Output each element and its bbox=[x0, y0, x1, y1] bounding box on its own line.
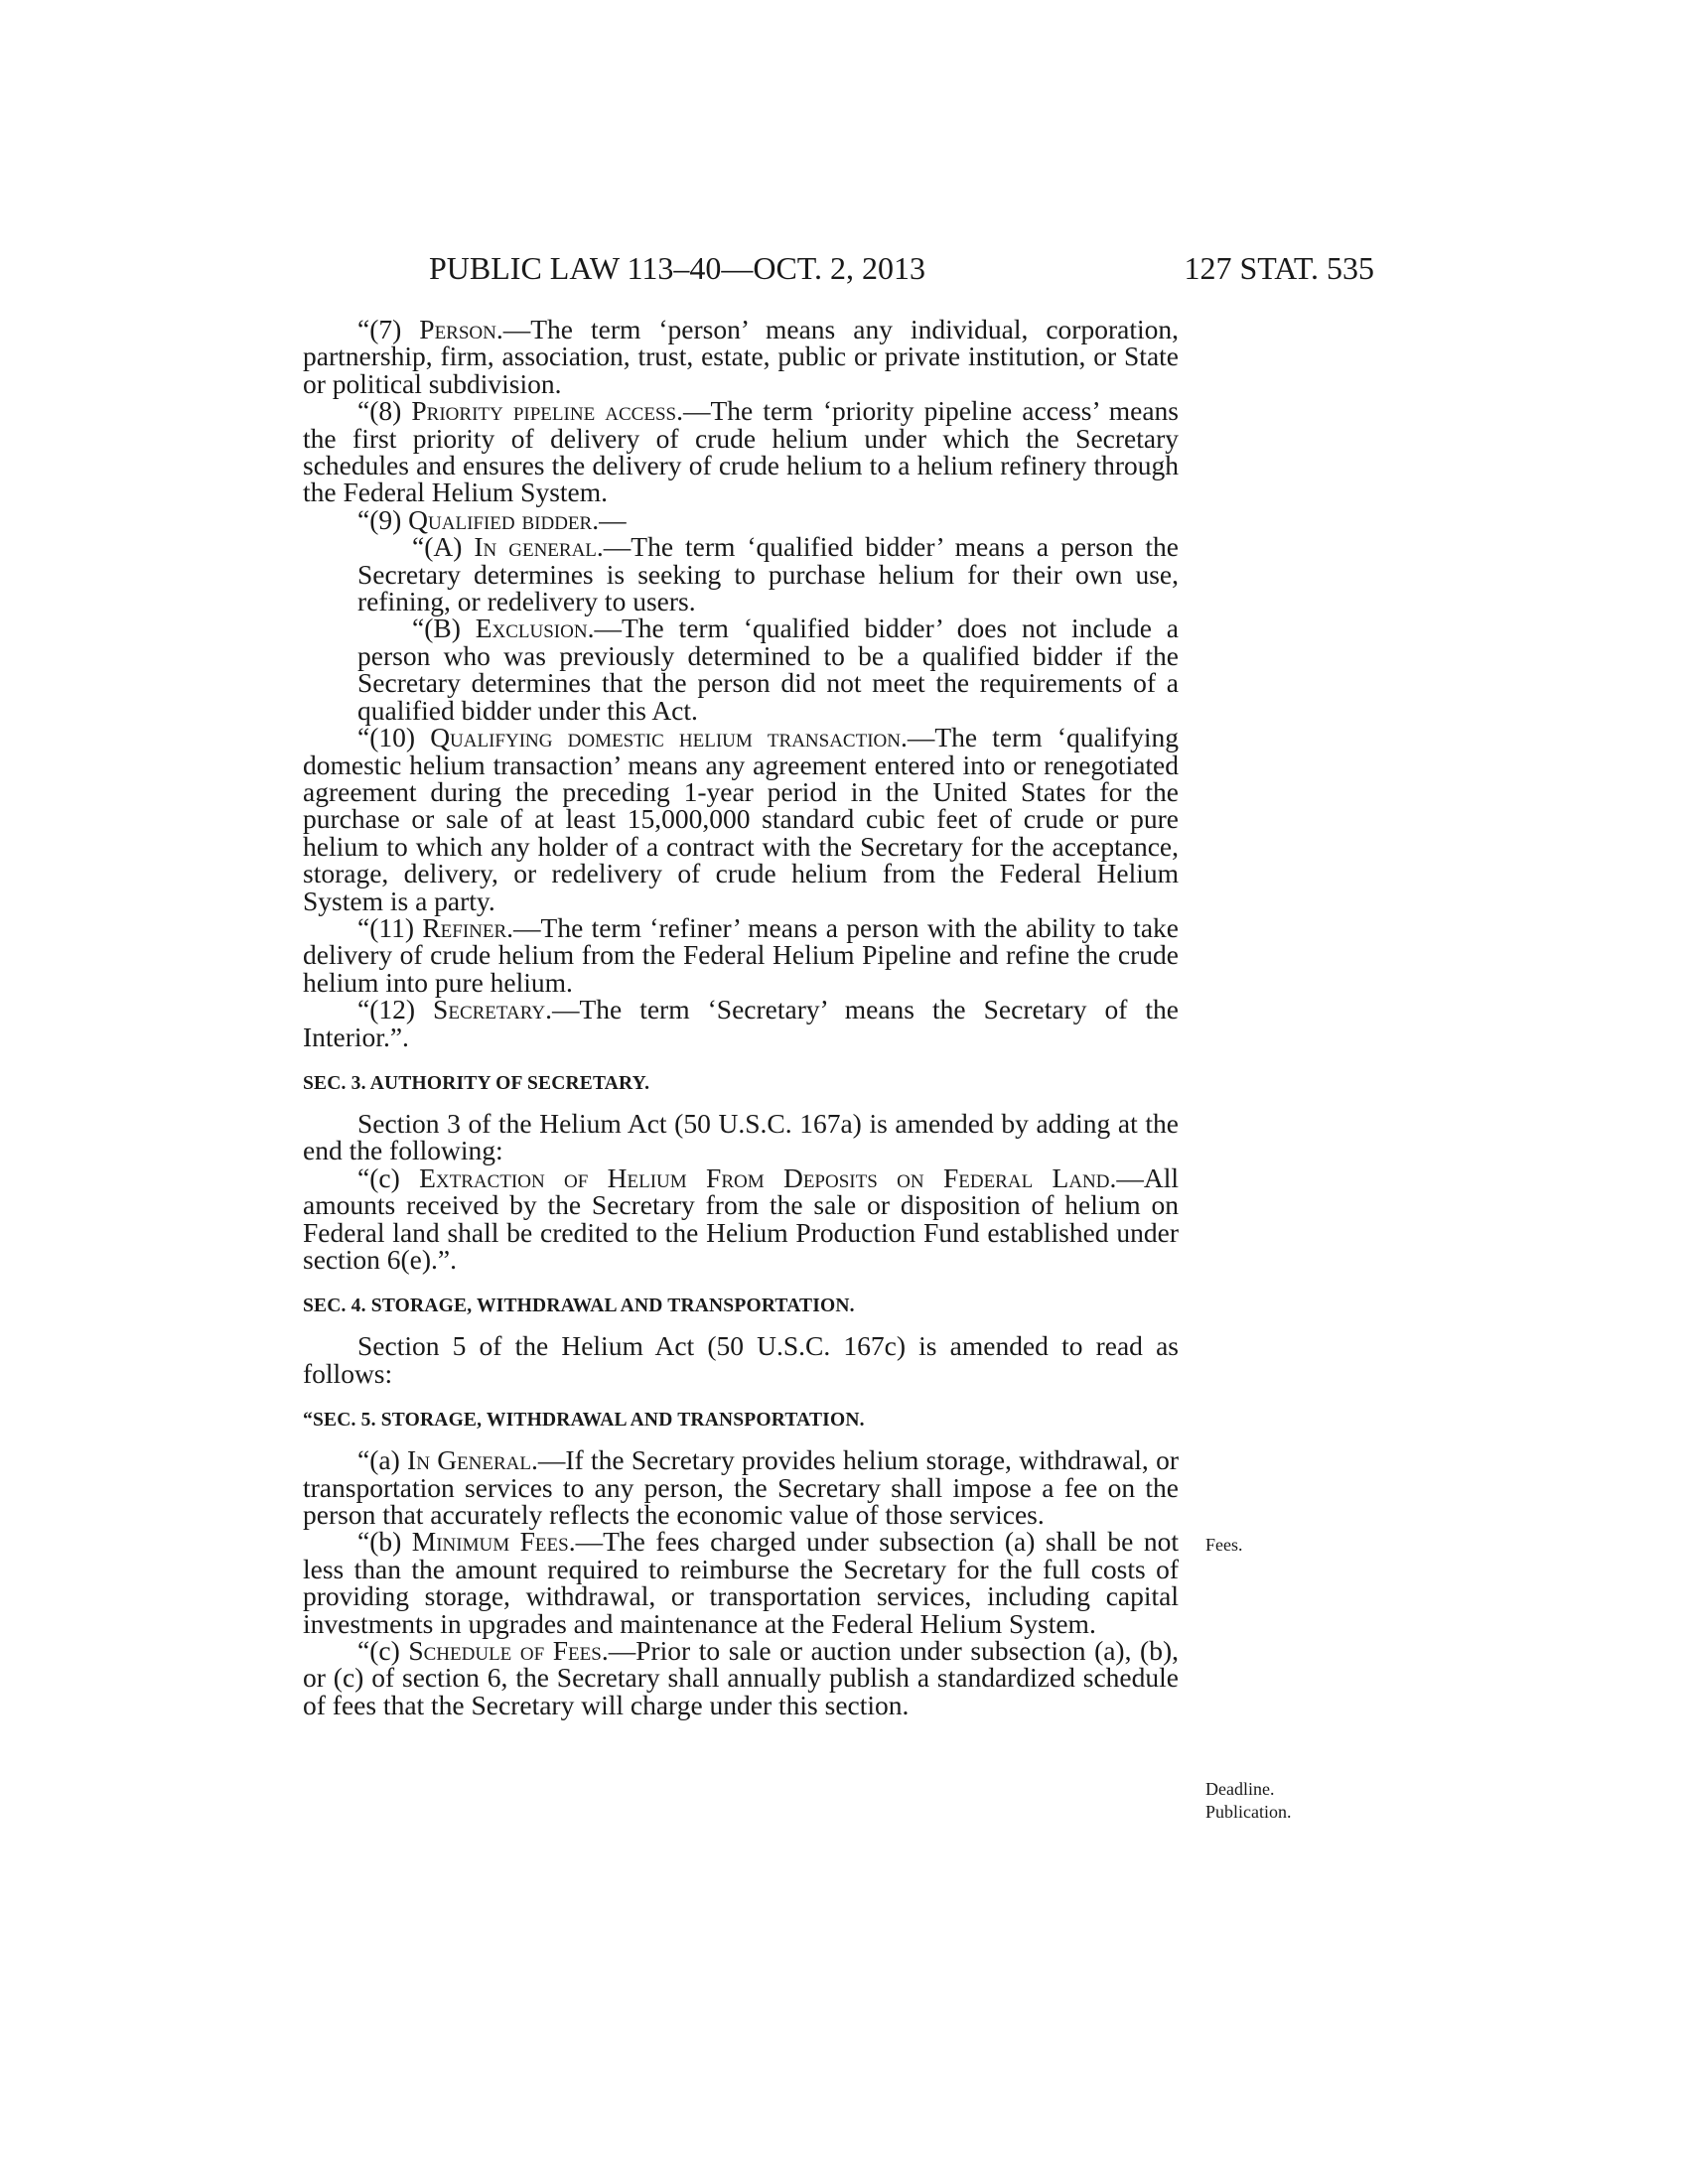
term: Qualified bidder bbox=[408, 503, 593, 535]
term: Extraction of Helium From Deposits on Federal Land bbox=[419, 1161, 1110, 1193]
term: In general bbox=[474, 531, 597, 563]
definition-11: “(11) Refiner.—The term ‘refiner’ means a person with the ability to take delivery of crude helium from the Federal Helium Pipeline and refine the crude helium into pure helium. bbox=[303, 911, 1179, 998]
term: In General bbox=[407, 1444, 531, 1476]
definition-7: “(7) Person.—The term ‘person’ means any individual, corporation, partnership, firm, association, trust, estate, public or private institution, or State or political subdivision. bbox=[303, 314, 1179, 399]
section-4-intro: Section 5 of the Helium Act (50 U.S.C. 167c) is amended to read as follows: bbox=[303, 1330, 1179, 1389]
statute-body bbox=[303, 316, 1179, 1718]
term: Schedule of Fees bbox=[408, 1635, 602, 1667]
definition-10: “(10) Qualifying domestic helium transaction.—The term ‘qualifying domestic helium transaction’ means any agreement entered into or renegotiated agreement during the preceding 1-year period in the United States for the purchase or sale of at least 15,000,000 standard cubic feet of crude or pure helium to which any holder of a contract with the Secretary for the acceptance, storage, delivery, or redelivery of crude helium from the Federal Helium System is a party. bbox=[303, 722, 1180, 916]
term: Qualifying domestic helium transaction bbox=[430, 722, 901, 753]
section-5-heading: “SEC. 5. STORAGE, WITHDRAWAL AND TRANSPORTATION. bbox=[303, 1410, 865, 1432]
margin-note-fees: Fees. bbox=[1205, 1535, 1243, 1555]
term: Refiner bbox=[422, 911, 507, 943]
definition-9: “(9) Qualified bidder.— bbox=[357, 503, 627, 535]
page-number: 127 STAT. 535 bbox=[1184, 250, 1374, 286]
definition-9b: “(B) Exclusion.—The term ‘qualified bidder’ does not include a person who was previously determined to be a qualified bidder if the Secretary determines that the person did not meet the requirements of a qualified bidder under this Act. bbox=[357, 613, 1179, 726]
section-3-heading: SEC. 3. AUTHORITY OF SECRETARY. bbox=[303, 1072, 650, 1094]
term: Minimum Fees bbox=[411, 1526, 569, 1558]
term: Person bbox=[419, 314, 496, 344]
section-3-subsection-c: “(c) Extraction of Helium From Deposits on Federal Land.—All amounts received by the Secretary from the sale or disposition of helium on Federal land shall be credited to the Helium Production Fund established under section 6(e).”. bbox=[303, 1161, 1180, 1275]
term: Exclusion bbox=[475, 613, 588, 644]
term: Priority pipeline access bbox=[411, 395, 677, 427]
running-header-title: PUBLIC LAW 113–40—OCT. 2, 2013 bbox=[429, 250, 925, 286]
definition-12: “(12) Secretary.—The term ‘Secretary’ means the Secretary of the Interior.”. bbox=[303, 994, 1179, 1052]
definition-9a: “(A) In general.—The term ‘qualified bidder’ means a person the Secretary determines is seeking to purchase helium for their own use, refining, or redelivery to users. bbox=[357, 531, 1179, 617]
margin-note-publication: Publication. bbox=[1205, 1802, 1292, 1822]
section-5-subsection-c: “(c) Schedule of Fees.—Prior to sale or auction under subsection (a), (b), or (c) of section 6, the Secretary shall annually publish a standardized schedule of fees that the Secretary will charge under this section. bbox=[303, 1635, 1179, 1720]
margin-note-deadline: Deadline. bbox=[1205, 1779, 1275, 1799]
section-3-intro: Section 3 of the Helium Act (50 U.S.C. 167a) is amended by adding at the end the following: bbox=[303, 1107, 1179, 1166]
section-5-subsection-b: “(b) Minimum Fees.—The fees charged under subsection (a) shall be not less than the amount required to reimburse the Secretary for the full costs of providing storage, withdrawal, or transportation services, including capital investments in upgrades and maintenance at the Federal Helium System. bbox=[303, 1526, 1179, 1639]
section-5-subsection-a: “(a) In General.—If the Secretary provides helium storage, withdrawal, or transportation services to any person, the Secretary shall impose a fee on the person that accurately reflects the economic value of those services. bbox=[303, 1444, 1180, 1531]
definition-8: “(8) Priority pipeline access.—The term ‘priority pipeline access’ means the first priority of delivery of crude helium under which the Secretary schedules and ensures the delivery of crude helium to a helium refinery through the Federal Helium System. bbox=[303, 395, 1179, 508]
term: Secretary bbox=[433, 994, 546, 1025]
section-4-heading: SEC. 4. STORAGE, WITHDRAWAL AND TRANSPORTATION. bbox=[303, 1296, 855, 1317]
